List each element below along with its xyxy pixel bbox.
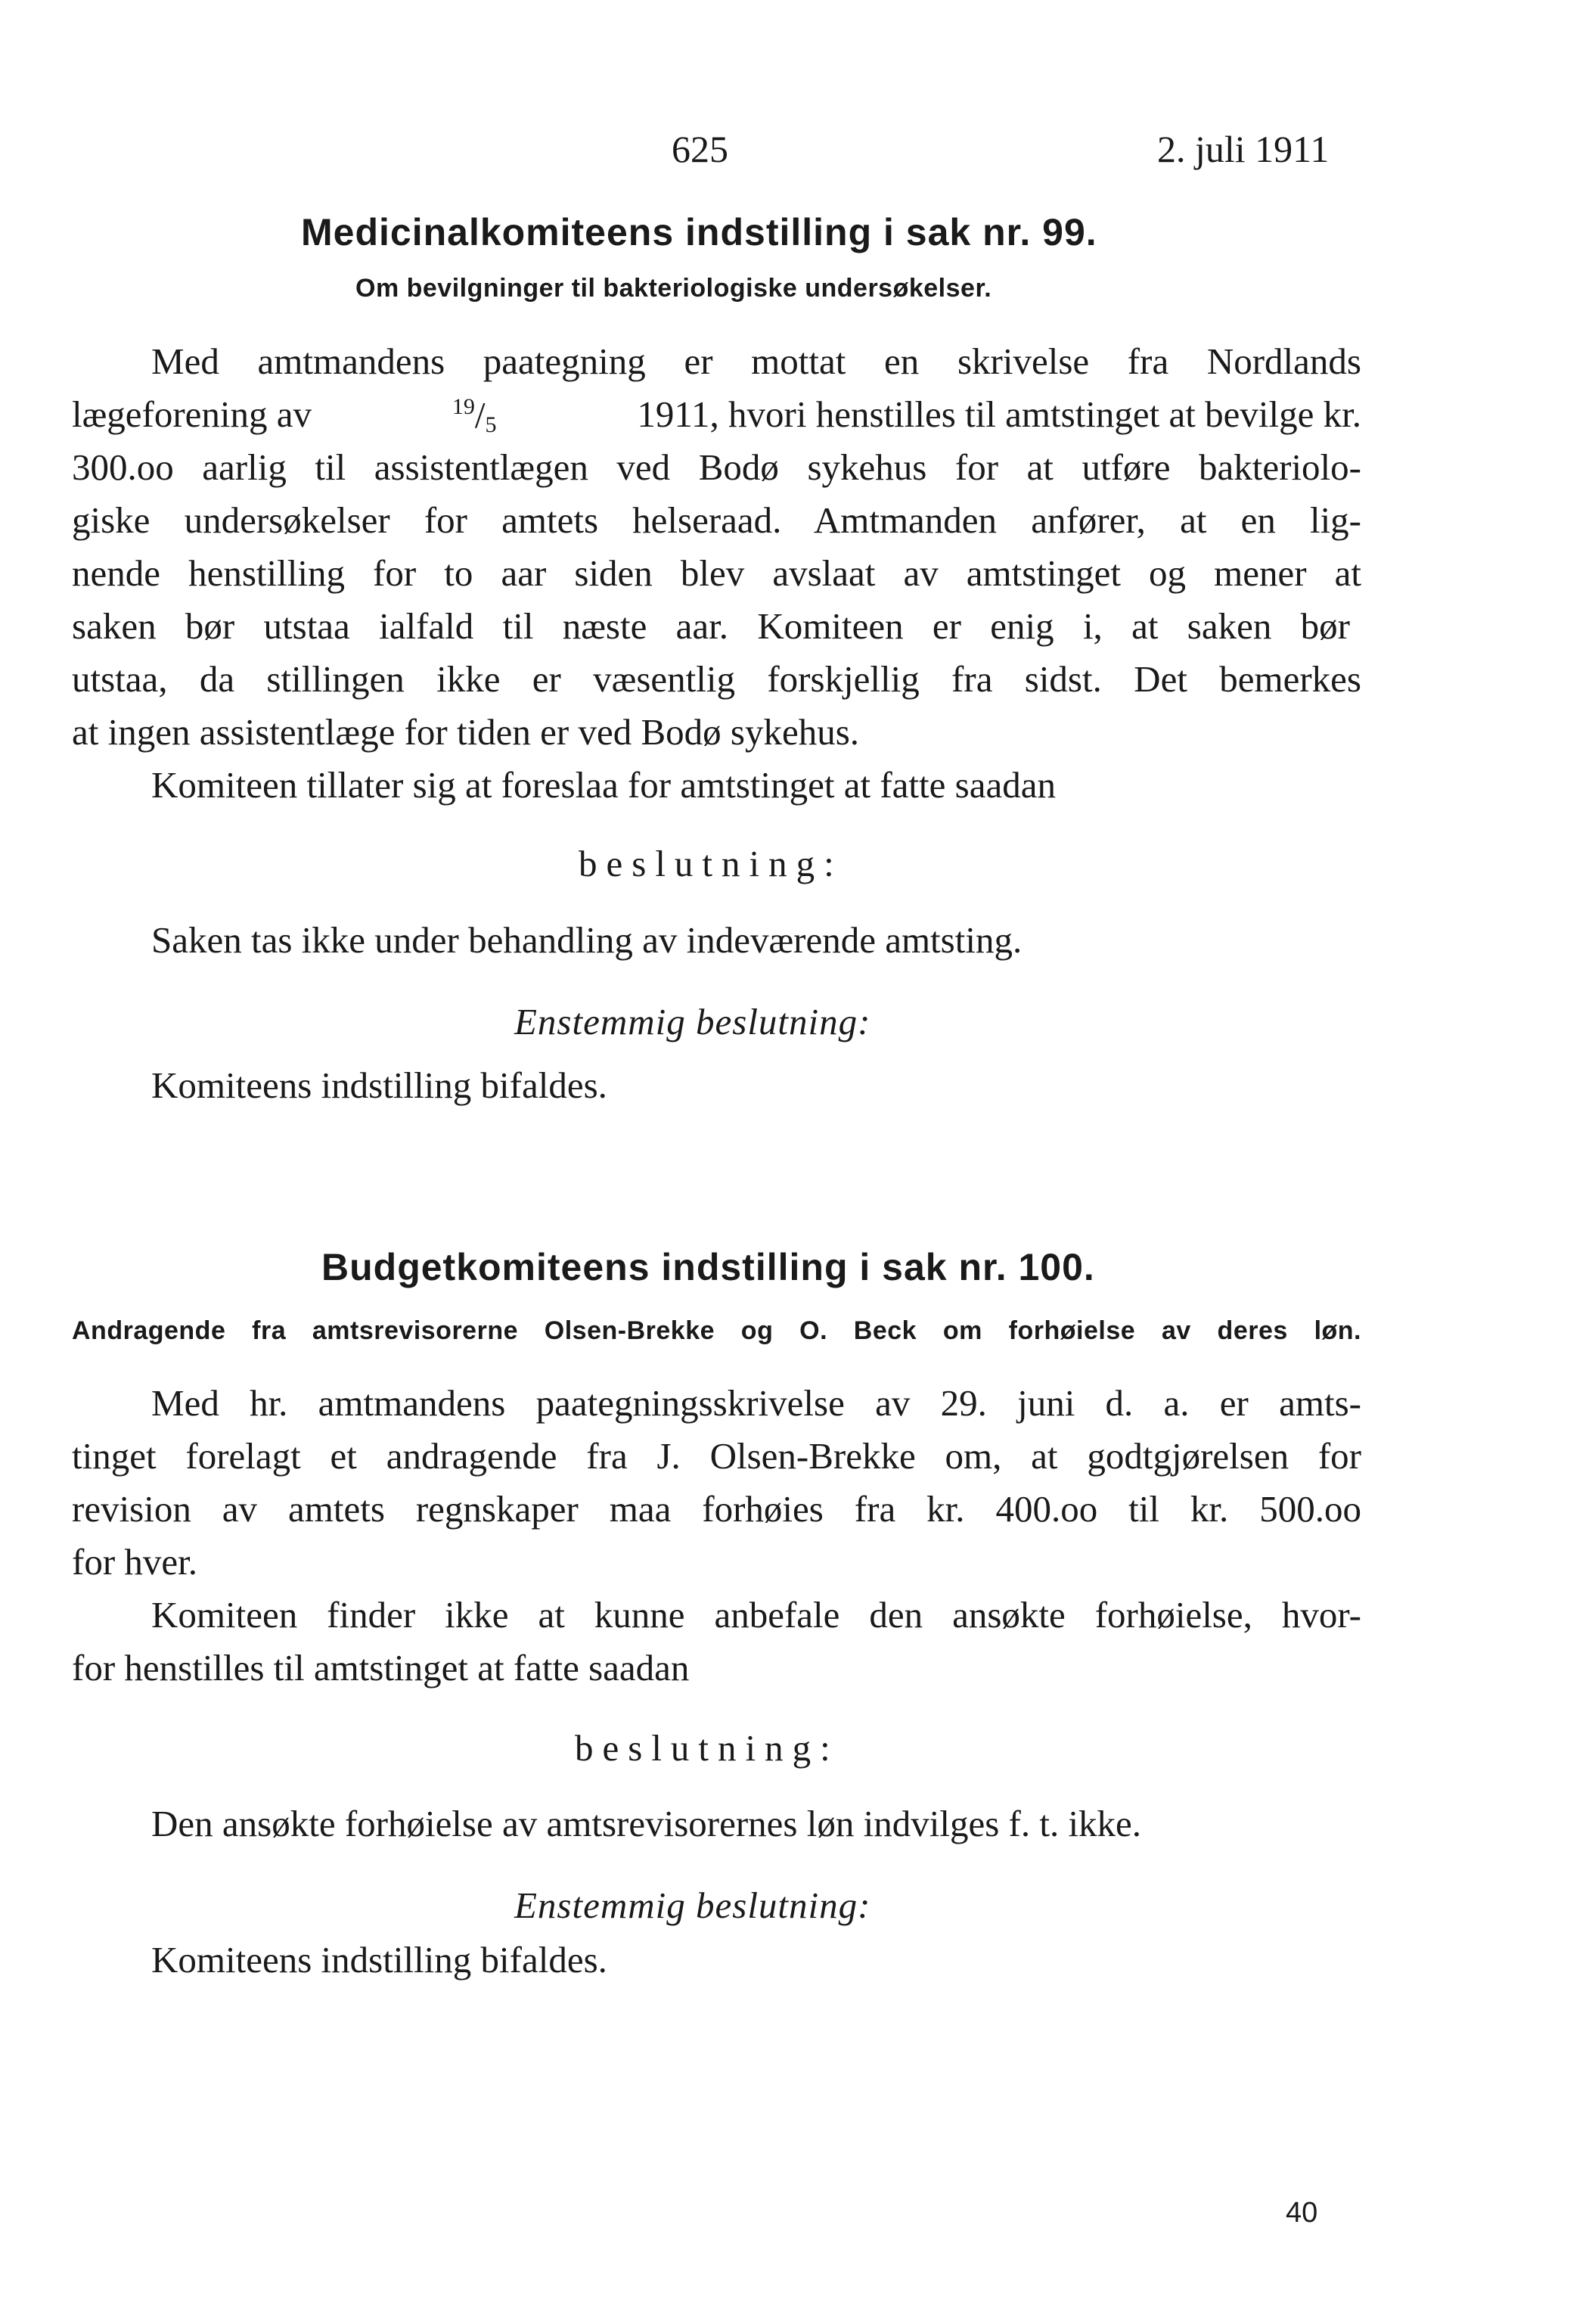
s2-para1-line2: tinget forelagt et andragende fra J. Olsen-Brekke om, at godtgjørelsen for [72, 1435, 1361, 1477]
s1-para1-line6: saken bør utstaa ialfald til næste aar. Komiteen er enig i, at saken bør [72, 605, 1350, 647]
s2-decision-text: Den ansøkte forhøielse av amtsrevisorernes løn indvilges f. t. ikke. [151, 1803, 1142, 1844]
page-number-top: 625 [672, 128, 728, 170]
s2-decision-label: beslutning: [575, 1727, 839, 1769]
s1-para2: Komiteen tillater sig at foreslaa for amtstinget at fatte saadan [151, 764, 1056, 806]
s1-para1-line7: utstaa, da stillingen ikke er væsentlig forskjellig fra sidst. Det bemerkes [72, 658, 1361, 700]
s2-unanimous-text: Komiteens indstilling bifaldes. [151, 1939, 607, 1981]
s1-decision-text: Saken tas ikke under behandling av indeværende amtsting. [151, 919, 1023, 961]
s1-para1-line8: at ingen assistentlæge for tiden er ved Bodø sykehus. [72, 711, 860, 753]
s1-para1-line1: Med amtmandens paategning er mottat en skrivelse fra Nordlands [151, 340, 1361, 382]
fraction-denominator: 5 [485, 412, 497, 437]
s1-para1-line5: nende henstilling for to aar siden blev avslaat av amtstinget og mener at [72, 552, 1361, 594]
s1-para1-line3: 300.oo aarlig til assistentlægen ved Bodø sykehus for at utføre bakteriolo- [72, 446, 1361, 488]
page-number-bottom: 40 [1286, 2197, 1318, 2229]
s1-para1-line2 [72, 393, 1361, 437]
s2-para1-line3: revision av amtets regnskaper maa forhøies fra kr. 400.oo til kr. 500.oo [72, 1488, 1361, 1530]
s2-para2-line1: Komiteen finder ikke at kunne anbefale den ansøkte forhøielse, hvor- [151, 1594, 1361, 1636]
s1-para1-line4: giske undersøkelser for amtets helseraad. Amtmanden anfører, at en lig- [72, 499, 1361, 541]
section2-title: Budgetkomiteens indstilling i sak nr. 100. [321, 1246, 1095, 1288]
page-date: 2. juli 1911 [1157, 128, 1330, 170]
section1-subtitle: Om bevilgninger til bakteriologiske undersøkelser. [355, 274, 992, 303]
s1-line2-start: lægeforening av [72, 393, 312, 435]
s1-line2-end: 1911, hvori henstilles til amtstinget at bevilge kr. [637, 393, 1361, 435]
section2-subtitle: Andragende fra amtsrevisorerne Olsen-Brekke og O. Beck om forhøielse av deres løn. [72, 1316, 1361, 1345]
section1-title: Medicinalkomiteens indstilling i sak nr. 99. [301, 211, 1097, 253]
s2-para1-line4: for hver. [72, 1541, 197, 1583]
s2-para2-line2: for henstilles til amtstinget at fatte saadan [72, 1647, 690, 1689]
s1-unanimous-label: Enstemmig beslutning: [514, 1001, 871, 1042]
s1-decision-label: beslutning: [579, 843, 843, 884]
s2-unanimous-label: Enstemmig beslutning: [514, 1884, 871, 1926]
s1-line2-fraction: $^{19}/_5$ [452, 394, 497, 437]
fraction-numerator: 19 [452, 394, 475, 419]
s2-para1-line1: Med hr. amtmandens paategningsskrivelse av 29. juni d. a. er amts- [151, 1382, 1361, 1424]
s1-unanimous-text: Komiteens indstilling bifaldes. [151, 1064, 607, 1106]
